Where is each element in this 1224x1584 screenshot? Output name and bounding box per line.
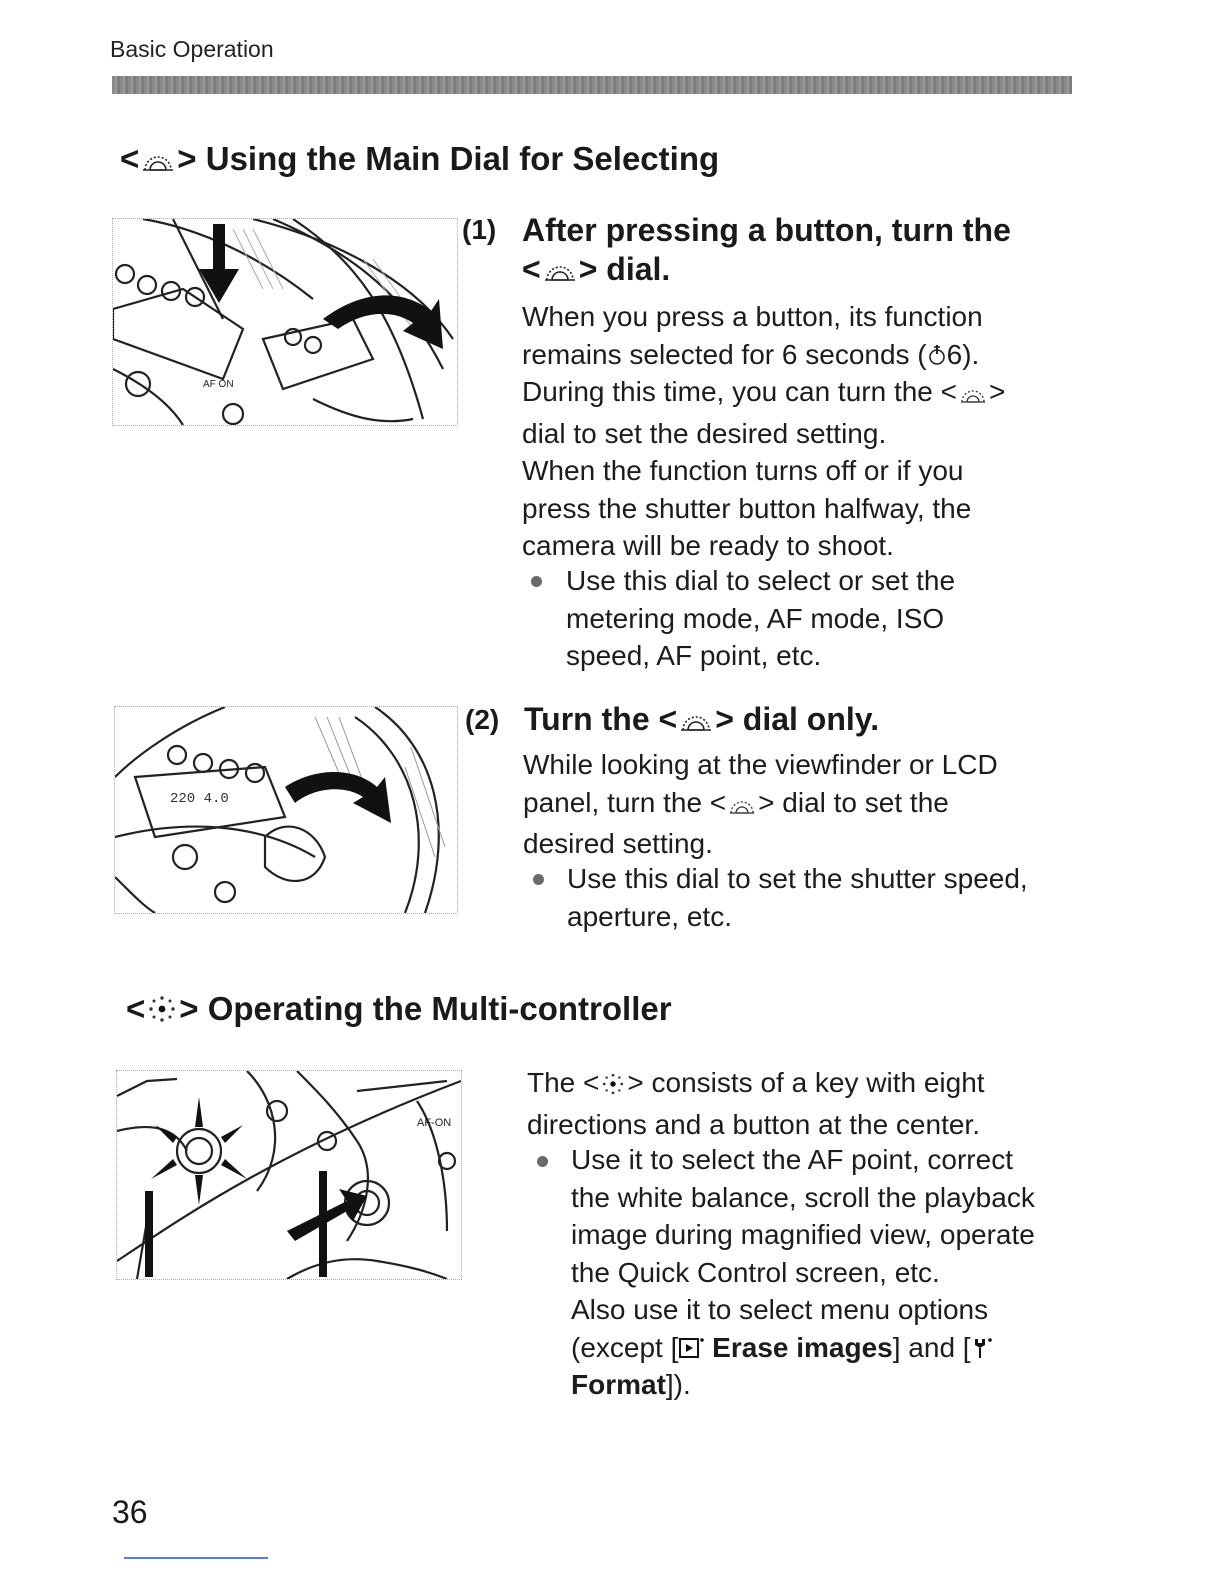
bullet-line: Format]). <box>571 1369 691 1400</box>
bullet-line: aperture, etc. <box>567 900 732 932</box>
title-text: > dial only. <box>715 701 880 737</box>
bullet-line: Use this dial to select or set the <box>566 565 956 596</box>
step-1-body <box>522 298 1082 565</box>
step-1-title: After pressing a button, turn the <box>522 212 1011 248</box>
main-dial-icon <box>543 254 577 292</box>
bullet-line: metering mode, AF mode, ISO <box>566 602 945 634</box>
body-line: When you press a button, its function <box>522 301 983 332</box>
bullet-icon <box>531 576 542 587</box>
bullet-icon <box>537 1156 548 1167</box>
camera-illustration-multi-controller <box>116 1070 462 1280</box>
bullet-line: Also use it to select menu options <box>571 1294 989 1325</box>
multi-controller-icon <box>147 994 177 1032</box>
title-text: Turn the < <box>524 701 678 737</box>
bullet-line: image during magnified view, operate <box>571 1219 1035 1250</box>
main-dial-icon <box>679 704 713 742</box>
bullet-icon <box>533 874 544 885</box>
title-bracket-close: > <box>177 140 197 177</box>
bullet-line: Use this dial to set the shutter speed, <box>567 863 1028 894</box>
camera-illustration-button-press <box>112 218 458 426</box>
bullet-line: the white balance, scroll the playback <box>571 1181 1035 1213</box>
body-line: dial to set the desired setting. <box>522 417 887 449</box>
timer-icon <box>927 339 947 370</box>
title-bracket-open: < <box>120 140 140 177</box>
step-2-title <box>524 700 879 742</box>
running-header: Basic Operation <box>110 36 274 62</box>
step-2-number: (2) <box>465 704 500 735</box>
page-number: 36 <box>112 1494 148 1530</box>
multi-controller-bullet <box>571 1141 1091 1404</box>
body-line: press the shutter button halfway, the <box>522 492 972 524</box>
body-line: directions and a button at the center. <box>527 1108 980 1140</box>
bullet-line: Use it to select the AF point, correct <box>571 1144 1013 1175</box>
main-dial-icon <box>728 788 756 826</box>
header-rule <box>112 76 1072 94</box>
bracket-open: < <box>522 251 541 287</box>
title-bracket-close: > <box>179 990 199 1027</box>
step-1-title-line2 <box>522 250 670 292</box>
body-line: The < > consists of a key with eight <box>527 1064 1087 1106</box>
body-line: During this time, you can turn the < > <box>522 373 1082 415</box>
body-line: camera will be ready to shoot. <box>522 530 894 561</box>
body-line: desired setting. <box>523 828 713 859</box>
multi-controller-icon <box>601 1068 625 1106</box>
footer-rule <box>124 1557 268 1559</box>
svg-text:AF-ON: AF-ON <box>417 1117 452 1129</box>
step-1-number: (1) <box>462 214 497 245</box>
setup-menu-wrench-icon <box>971 1332 993 1363</box>
title-text: Using the Main Dial for Selecting <box>205 140 720 177</box>
title-text: > dial. <box>578 251 671 287</box>
multi-controller-intro <box>527 1064 1087 1143</box>
bullet-line: the Quick Control screen, etc. <box>571 1256 940 1288</box>
title-bracket-open: < <box>126 990 146 1027</box>
bullet-line: speed, AF point, etc. <box>566 640 822 671</box>
title-text: Operating the Multi-controller <box>207 990 672 1027</box>
timer-value: 6 <box>946 338 963 370</box>
body-line: remains selected for 6 seconds ( 6). <box>522 338 980 370</box>
step-1-bullet <box>566 562 1086 675</box>
step-2-body <box>523 746 1083 863</box>
main-dial-icon <box>141 144 175 182</box>
main-dial-icon <box>959 377 987 415</box>
multi-controller-section-title <box>126 990 672 1032</box>
svg-text:AF ON: AF ON <box>203 379 234 390</box>
bullet-line: (except [ Erase images] and [ <box>571 1329 1091 1367</box>
playback-menu-icon <box>678 1332 704 1363</box>
body-line: While looking at the viewfinder or LCD <box>523 749 998 780</box>
svg-text:220 4.0: 220 4.0 <box>170 791 229 807</box>
body-line: When the function turns off or if you <box>522 455 964 486</box>
camera-illustration-main-dial <box>114 706 458 914</box>
body-line: panel, turn the < > dial to set the <box>523 784 1083 826</box>
step-2-bullet <box>567 860 1087 935</box>
main-dial-section-title <box>120 140 719 182</box>
